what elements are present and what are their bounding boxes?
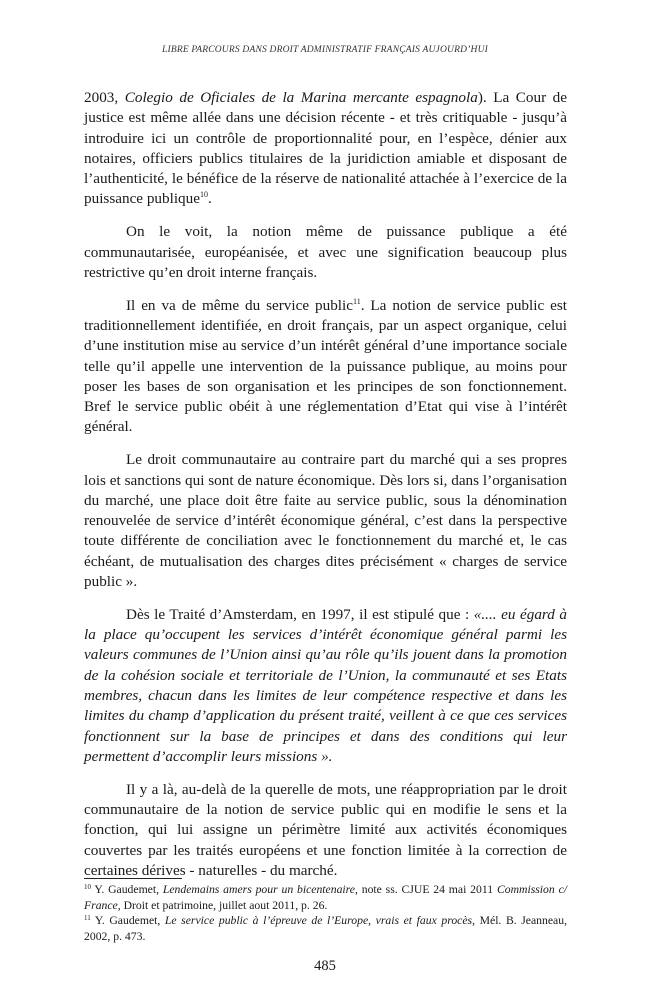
footnote-number: 11 [84, 914, 91, 922]
footnote-11 [84, 913, 567, 944]
footnote-divider [84, 878, 182, 879]
footnote-ref-11: 11 [352, 296, 361, 306]
paragraph-3-text-a: Il en va de même du service public [126, 296, 353, 314]
footnote-title: Le service public à l’épreuve de l’Europe, vrais et faux procès [164, 914, 473, 927]
footnote-text: , note ss. CJUE 24 mai 2011 [354, 883, 497, 896]
paragraph-1-text-c: ). La Cour de justice est même allée dans une décision récente - et très critiquable - jusqu’à introduire ici un contrôle de proportionnalité pour, en l’espèce, dénier aux notaires, officiers publics titulaires de la juridiction amiable et disposant de l’authenticité, le bénéfice de la réserve de nationalité attachée à l’exercice de la puissance publique [84, 89, 567, 208]
footnote-text: Y. Gaudemet, [90, 914, 165, 927]
footnote-number: 10 [84, 883, 91, 891]
paragraph-2: On le voit, la notion même de puissance publique a été communautarisée, européanisée, et avec une signification beaucoup plus restrictive qu’en droit interne français. [84, 223, 567, 281]
footnote-text: , Droit et patrimoine, juillet aout 2011, p. 26. [117, 898, 328, 912]
paragraph-6: Il y a là, au-delà de la querelle de mots, une réappropriation par le droit communautaire de la notion de service public qui en modifie le sens et la fonction, qui lui assigne un périmètre limité aux activités économiques couvertes par les traités européens et une fonction limitée à la correction de certaines dérives - naturelles - du marché. [84, 780, 567, 879]
page-number: 485 [314, 958, 336, 974]
paragraph-4: Le droit communautaire au contraire part du marché qui a ses propres lois et sanctions qui sont de nature économique. Dès lors si, dans l’organisation du marché, une place doit être faite au service public, sous la dénomination renouvelée de service d’intérêt économique général, c’est dans la perspective toute différente de conciliation avec le fonctionnement du marché et, le cas échéant, de mutualisation des charges dites précisément « charges de service public ». [84, 451, 567, 591]
footnote-10 [84, 882, 567, 913]
footnote-title: Lendemains amers pour un bicentenaire [162, 883, 355, 896]
paragraph-5-text-a: Dès le Traité d’Amsterdam, en 1997, il est stipulé que : [126, 605, 474, 623]
paragraph-3-text-b: . La notion de service public est traditionnellement identifiée, en droit français, par un aspect organique, celui d’une institution mise au service d’un intérêt général d’une importance sociale telle qu’il appelle une intervention de la puissance publique, au moins pour poser les bases de son organisation et les principes de son fonctionnement. Bref le service public obéit à une réglementation d’Etat qui vise à l’intérêt général. [84, 296, 567, 436]
footnotes [84, 882, 567, 944]
footnote-text: Y. Gaudemet, [91, 883, 163, 896]
footnote-case-name: Commission c/ France [84, 883, 567, 912]
paragraph-5 [84, 605, 567, 767]
paragraph-1-text-a: 2003, [84, 89, 125, 106]
footnote-text: , Mél. B. Jeanneau, 2002, p. 473. [84, 914, 568, 943]
case-name-italic: Colegio de Oficiales de la Marina mercante espagnola [124, 89, 478, 106]
paragraph-1 [84, 88, 567, 210]
paragraph-3 [84, 296, 567, 438]
footnote-ref-10: 10 [200, 190, 208, 200]
treaty-quote: «.... eu égard à la place qu’occupent les services d’intérêt économique général parmi les valeurs communes de l’Union ainsi qu’au rôle qu’ils jouent dans la promotion de la cohésion sociale et territoriale de l’Union, la communauté et ses Etats membres, chacun dans les limites de leur compétence respective et dans les limites du champ d’application du présent traité, veillent à ce que ces services fonctionnent sur la base de principes et dans des conditions qui leur permettent d’accomplir leurs missions ». [84, 605, 567, 765]
running-head: LIBRE PARCOURS DANS DROIT ADMINISTRATIF FRANÇAIS AUJOURD’HUI [162, 45, 488, 55]
body-text [84, 88, 567, 894]
paragraph-1-text-d: . [208, 190, 212, 208]
